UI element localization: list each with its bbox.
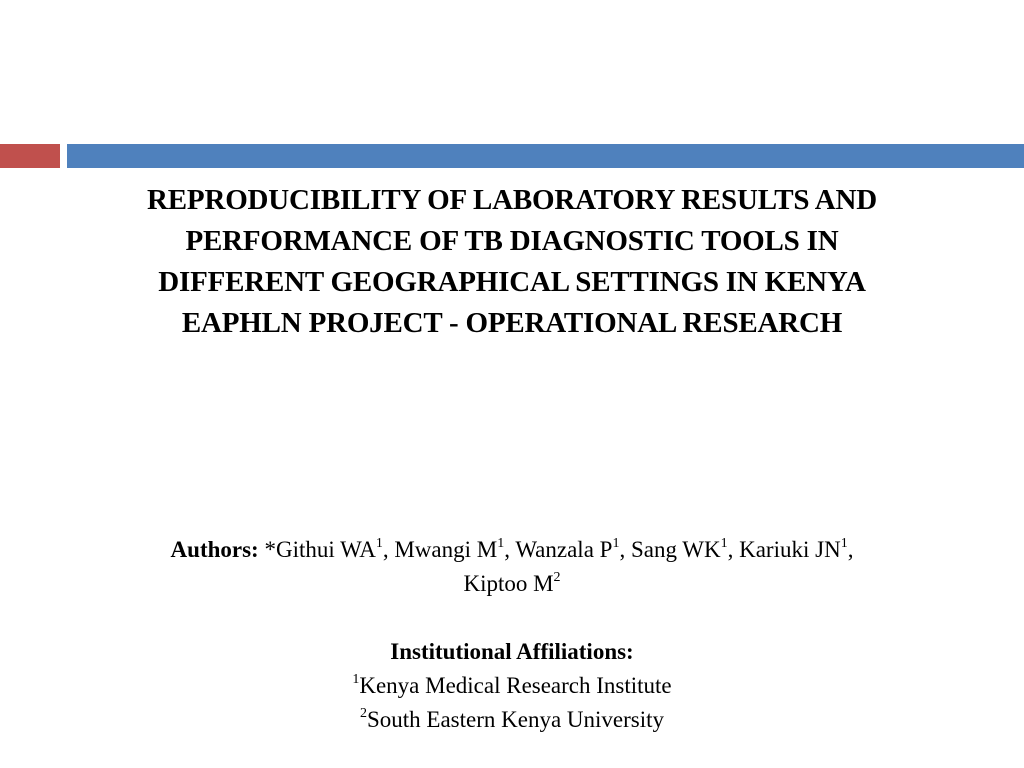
affiliation-name: Kenya Medical Research Institute <box>359 673 672 698</box>
author-name: Sang WK <box>625 537 721 562</box>
affiliation-item <box>40 703 984 737</box>
affiliations-heading: Institutional Affiliations: <box>390 639 634 664</box>
author-separator: , <box>847 537 854 562</box>
author-affiliation-mark: 1 <box>497 536 505 552</box>
author-separator: , <box>727 537 734 562</box>
author-affiliation-mark: 1 <box>375 536 383 552</box>
accent-bar-red <box>0 144 60 168</box>
affiliation-mark: 1 <box>352 672 360 688</box>
author-name: Kiptoo M <box>463 571 554 596</box>
slide-title <box>40 180 984 344</box>
author-name: Kariuki JN <box>733 537 841 562</box>
author-affiliation-mark: 1 <box>612 536 620 552</box>
authors-label: Authors: <box>170 537 259 562</box>
title-line-4: EAPHLN PROJECT - OPERATIONAL RESEARCH <box>181 307 843 339</box>
author-affiliation-mark: 2 <box>553 570 561 586</box>
title-line-2: PERFORMANCE OF TB DIAGNOSTIC TOOLS IN <box>185 225 839 257</box>
author-separator: , <box>619 537 626 562</box>
author-separator: , <box>382 537 389 562</box>
author-affiliation-mark: 1 <box>720 536 728 552</box>
accent-bar-blue <box>67 144 1024 168</box>
title-line-1: REPRODUCIBILITY OF LABORATORY RESULTS AND <box>147 184 877 216</box>
author-name: Wanzala P <box>509 537 613 562</box>
affiliation-name: South Eastern Kenya University <box>366 707 665 732</box>
affiliation-mark: 2 <box>359 706 367 722</box>
title-line-3: DIFFERENT GEOGRAPHICAL SETTINGS IN KENYA <box>158 266 866 298</box>
author-separator: , <box>504 537 510 562</box>
author-name: *Githui WA <box>258 537 376 562</box>
authors-line-2 <box>40 567 984 601</box>
affiliations-block <box>40 635 984 737</box>
author-name: Mwangi M <box>388 537 498 562</box>
author-affiliation-mark: 1 <box>840 536 848 552</box>
affiliation-item <box>40 669 984 703</box>
authors-block <box>40 533 984 601</box>
authors-line-1 <box>40 533 984 567</box>
